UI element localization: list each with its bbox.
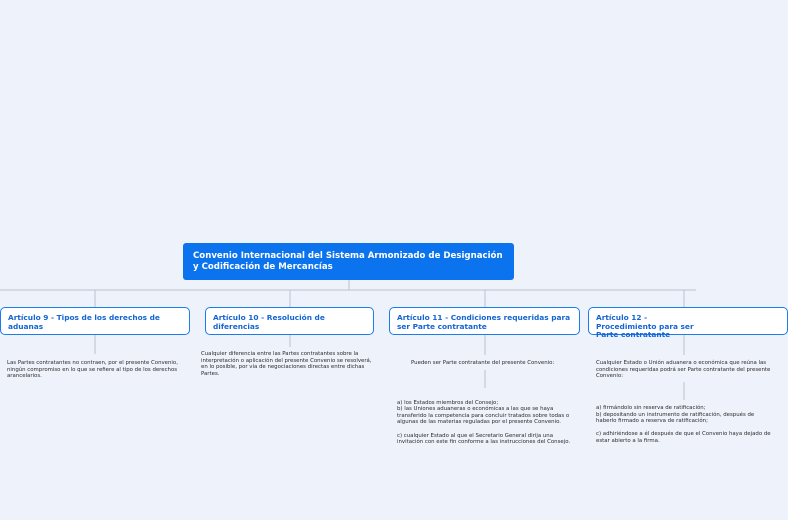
note-articulo-10	[201, 351, 377, 377]
note-articulo-11-list	[397, 393, 573, 446]
topic-title: Artículo 11 - Condiciones requeridas para ser Parte contratante	[397, 313, 571, 331]
topic-articulo-10[interactable]	[205, 307, 374, 335]
note-articulo-12-intro	[596, 360, 771, 381]
note-text: Cualquier diferencia entre las Partes contratantes sobre la interpretación o aplicación del presente Convenio se resolverá, en lo posible, por vía de negociaciones directas entre dichas Partes.	[201, 351, 372, 377]
root-topic[interactable]	[183, 243, 514, 280]
note-text: Cualquier Estado o Unión aduanera o económica que reúna las condiciones requeridas podrá ser Parte contratante del presente Convenio:	[596, 360, 771, 380]
note-articulo-11-intro	[411, 360, 571, 367]
topic-title: Artículo 10 - Resolución de diferencias	[213, 313, 325, 331]
topic-articulo-11[interactable]	[389, 307, 580, 335]
note-text: a) firmándolo sin reserva de ratificación; b) depositando un instrumento de ratificación, después de haberlo firmado a reserva de ratificación; c) adhiriéndose a él después de que el Convenio haya dejado de estar abierto a la firma.	[596, 405, 771, 444]
note-text: Las Partes contratantes no contraen, por el presente Convenio, ningún compromiso en lo que se refiere al tipo de los derechos arancelarios.	[7, 360, 178, 380]
note-articulo-12-list	[596, 405, 771, 447]
note-text: Pueden ser Parte contratante del presente Convenio:	[411, 360, 555, 366]
root-topic-title: Convenio Internacional del Sistema Armonizado de Designación y Codificación de Mercancías	[193, 251, 503, 272]
topic-articulo-12[interactable]	[588, 307, 788, 340]
topic-title: Artículo 9 - Tipos de los derechos de aduanas	[8, 313, 160, 331]
note-text: a) los Estados miembros del Consejo; b) las Uniones aduaneras o económicas a las que se haya transferido la competencia para concluir tratados sobre todas o algunas de las materias reguladas por el presente Convenio. c) cualquier Estado al que el Secretario General dirija una invitación con este fin conforme a las instrucciones del Consejo.	[397, 399, 571, 446]
note-articulo-9	[7, 360, 185, 380]
topic-articulo-9[interactable]	[0, 307, 190, 335]
topic-title: Artículo 12 - Procedimiento para ser Parte contratante	[596, 313, 694, 340]
